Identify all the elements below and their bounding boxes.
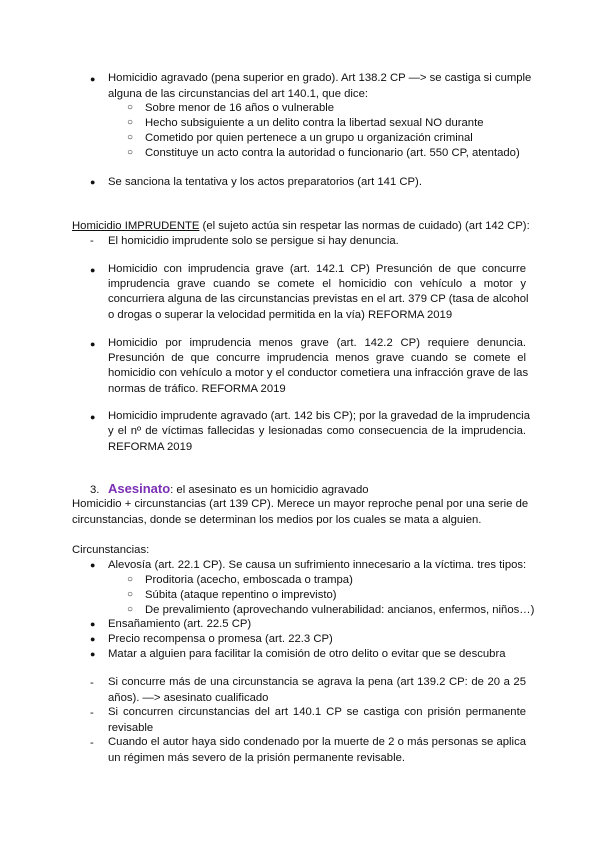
heading-rest: (el sujeto actúa sin respetar las normas de cuidado) (art 142 CP): xyxy=(199,220,530,232)
sub-item: Cometido por quien pertenece a un grupo u organización criminal xyxy=(145,132,473,144)
bullet-icon: ● xyxy=(90,412,96,422)
sub-item: Constituye un acto contra la autoridad o funcionario (art. 550 CP, atentado) xyxy=(145,147,520,159)
bullet-icon: ● xyxy=(90,339,96,349)
circle-bullet-icon: ○ xyxy=(127,132,134,143)
dash-icon: - xyxy=(90,235,94,247)
dash-text: El homicidio imprudente solo se persigue si hay denuncia. xyxy=(108,235,399,247)
bullet-text: Alevosía (art. 22.1 CP). Se causa un sufrimiento innecesario a la víctima. tres tipos: xyxy=(108,559,527,571)
dash-text: Cuando el autor haya sido condenado por la muerte de 2 o más personas se aplica xyxy=(108,736,526,748)
bullet-icon: ● xyxy=(90,74,96,84)
dash-icon: - xyxy=(90,737,94,749)
sub-item: Proditoria (acecho, emboscada o trampa) xyxy=(145,574,353,586)
sub-item: De prevalimiento (aprovechando vulnerabilidad: ancianos, enfermos, niños…) xyxy=(145,604,535,616)
bullet-text: Se sanciona la tentativa y los actos preparatorios (art 141 CP). xyxy=(108,176,422,188)
intro-line: circunstancias, donde se determinan los medios por los cuales se mata a alguien. xyxy=(72,514,482,526)
bullet-text: Matar a alguien para facilitar la comisión de otro delito o evitar que se descubra xyxy=(108,648,506,660)
dash-text: Si concurren circunstancias del art 140.1 CP se castiga con prisión permanente xyxy=(108,706,526,718)
para-line: concurriera alguna de las circunstancias previstas en el art. 379 CP (tasa de alcohol xyxy=(108,293,529,305)
bullet-text: Precio recompensa o promesa (art. 22.3 CP) xyxy=(108,633,333,645)
circle-bullet-icon: ○ xyxy=(127,589,134,600)
section-title-line xyxy=(108,482,369,497)
circle-bullet-icon: ○ xyxy=(127,117,134,128)
bullet-text: alguna de las circunstancias del art 140.1, que dice: xyxy=(108,88,368,100)
dash-icon: - xyxy=(90,707,94,719)
section-number: 3. xyxy=(90,484,100,496)
para-line: REFORMA 2019 xyxy=(108,441,193,453)
heading-underlined: Homicidio IMPRUDENTE xyxy=(72,220,200,232)
para-line: Homicidio con imprudencia grave (art. 142.1 CP) Presunción de que concurre xyxy=(108,263,526,275)
circle-bullet-icon: ○ xyxy=(127,604,134,615)
para-line: homicidio con vehículo a motor y el conductor cometiera una infracción grave de las xyxy=(108,367,529,379)
dash-text: años). —> asesinato cualificado xyxy=(108,692,269,704)
para-line: o drogas o superar la velocidad permitida en la vía) REFORMA 2019 xyxy=(108,309,453,321)
section-title-rest: : el asesinato es un homicidio agravado xyxy=(170,484,369,496)
para-line: y el nº de víctimas fallecidas y lesionadas como consecuencia de la imprudencia. xyxy=(108,425,526,437)
para-line: Homicidio imprudente agravado (art. 142 bis CP); por la gravedad de la imprudencia xyxy=(108,410,530,422)
circle-bullet-icon: ○ xyxy=(127,574,134,585)
para-line: imprudencia grave cuando se comete el homicidio con vehículo a motor y xyxy=(108,278,526,290)
dash-text: Si concurre más de una circunstancia se agrava la pena (art 139.2 CP: de 20 a 25 xyxy=(108,676,526,688)
section-heading xyxy=(72,219,530,233)
para-line: Presunción de que concurre imprudencia menos grave cuando se comete el xyxy=(108,352,526,364)
bullet-text: Homicidio agravado (pena superior en grado). Art 138.2 CP —> se castiga si cumple xyxy=(108,72,532,84)
para-line: normas de tráfico. REFORMA 2019 xyxy=(108,383,286,395)
dash-icon: - xyxy=(90,677,94,689)
sub-item: Hecho subsiguiente a un delito contra la libertad sexual NO durante xyxy=(145,117,484,129)
bullet-text: Ensañamiento (art. 22.5 CP) xyxy=(108,618,252,630)
circumstances-label: Circunstancias: xyxy=(72,544,150,556)
circle-bullet-icon: ○ xyxy=(127,102,134,113)
bullet-icon: ● xyxy=(90,634,96,644)
sub-item: Súbita (ataque repentino o imprevisto) xyxy=(145,589,337,601)
sub-item: Sobre menor de 16 años o vulnerable xyxy=(145,102,335,114)
bullet-icon: ● xyxy=(90,619,96,629)
bullet-icon: ● xyxy=(90,265,96,275)
para-line: Homicidio por imprudencia menos grave (art. 142.2 CP) requiere denuncia. xyxy=(108,337,526,349)
dash-text: un régimen más severo de la prisión permanente revisable. xyxy=(108,752,406,764)
bullet-icon: ● xyxy=(90,177,96,187)
circle-bullet-icon: ○ xyxy=(127,147,134,158)
intro-line: Homicidio + circunstancias (art 139 CP). Merece un mayor reproche penal por una serie de xyxy=(72,498,529,510)
dash-text: revisable xyxy=(108,722,154,734)
section-title: Asesinato xyxy=(108,481,171,496)
bullet-icon: ● xyxy=(90,560,96,570)
bullet-icon: ● xyxy=(90,649,96,659)
